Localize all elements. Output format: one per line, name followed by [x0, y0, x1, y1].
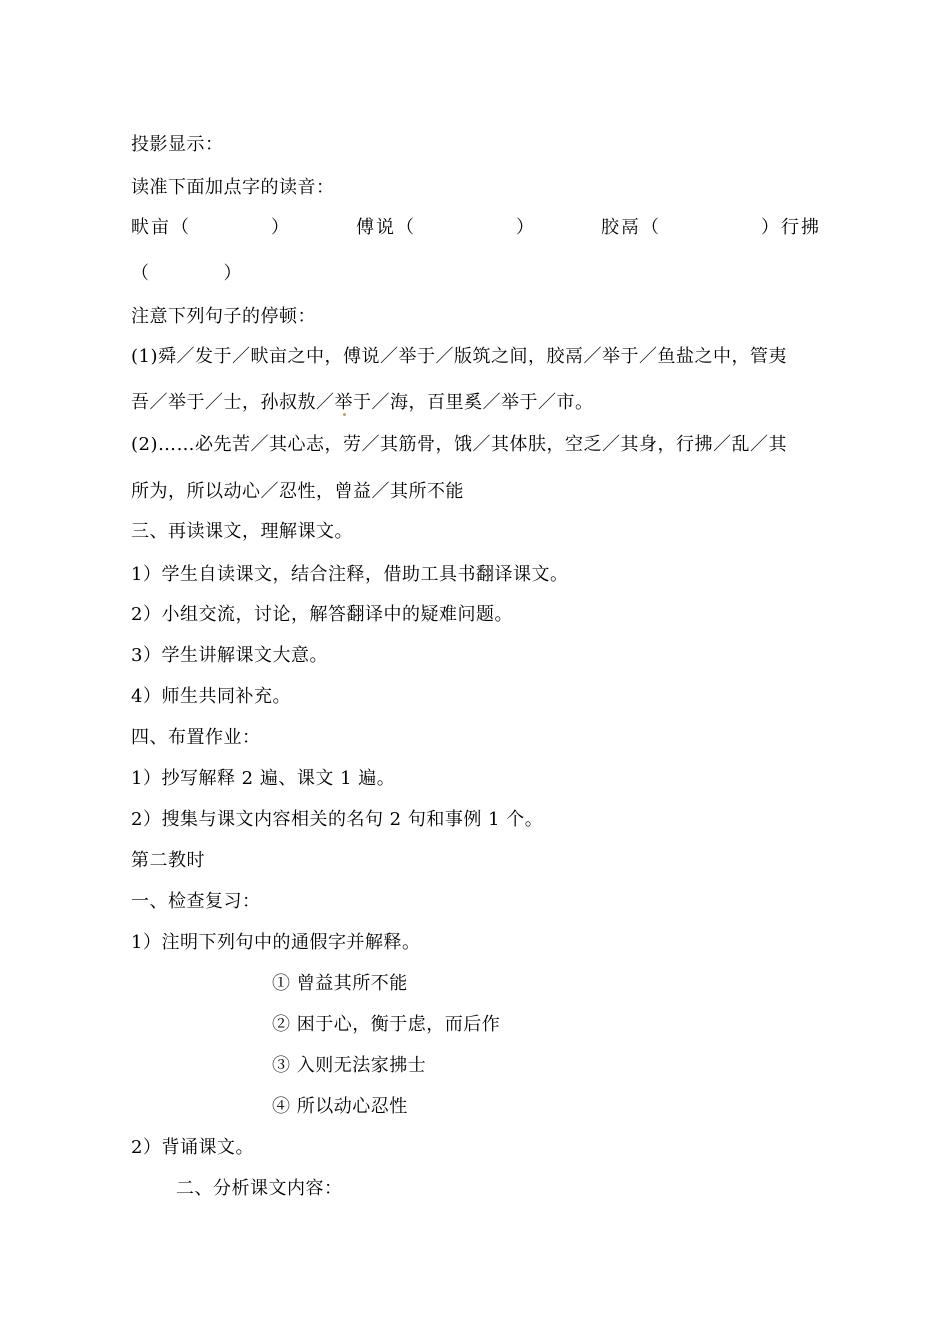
pronunciation-item-2: 傅说（ ）: [356, 217, 536, 238]
section-3-item-3: 3）学生讲解课文大意。: [131, 645, 328, 666]
review-item-2: 2）背诵课文。: [131, 1137, 254, 1158]
dotted-character: 举: [334, 392, 353, 413]
tongjia-item-3: ③ 入则无法家拂士: [272, 1055, 427, 1076]
homework-item-1: 1）抄写解释 2 遍、课文 1 遍。: [131, 768, 396, 789]
tongjia-item-1: ① 曾益其所不能: [272, 973, 408, 994]
review-heading: 一、检查复习：: [131, 891, 261, 912]
section-3-item-4: 4）师生共同补充。: [131, 686, 291, 707]
section-3-heading: 三、再读课文，理解课文。: [131, 521, 353, 542]
tongjia-item-2: ② 困于心，衡于虑，而后作: [272, 1014, 501, 1035]
sentence-1-line-2: [131, 391, 594, 415]
sentence-1-line-2-part-a: 吾／举于／士，孙叔敖／: [131, 392, 335, 413]
analysis-heading: 二、分析课文内容：: [176, 1178, 343, 1199]
pronunciation-item-1: 畎亩（ ）: [131, 217, 291, 238]
pronunciation-row: [131, 216, 821, 240]
tongjia-item-4: ④ 所以动心忍性: [272, 1096, 408, 1117]
review-item-1: 1）注明下列句中的通假字并解释。: [131, 932, 421, 953]
section-4-heading: 四、布置作业：: [131, 727, 261, 748]
second-period-heading: 第二教时: [131, 850, 205, 871]
homework-item-2: 2）搜集与课文内容相关的名句 2 句和事例 1 个。: [131, 809, 544, 830]
pronunciation-item-3: 胶鬲（ ）行拂: [601, 217, 821, 238]
sentence-2-line-1: (2)……必先苦／其心志，劳／其筋骨，饿／其体肤，空乏／其身，行拂／乱／其: [131, 434, 787, 455]
pronunciation-item-4: （ ）: [131, 263, 242, 284]
sentence-2-line-2: 所为，所以动心／忍性，曾益／其所不能: [131, 481, 464, 502]
pause-instruction: 注意下列句子的停顿：: [131, 306, 316, 327]
pronunciation-instruction: 读准下面加点字的读音：: [131, 177, 335, 198]
section-3-item-2: 2）小组交流，讨论，解答翻译中的疑难问题。: [131, 604, 513, 625]
sentence-1-line-1: (1)舜／发于／畎亩之中，傅说／举于／版筑之间，胶鬲／举于／鱼盐之中，管夷: [131, 346, 787, 367]
sentence-1-line-2-part-b: 于／海，百里奚／举于／市。: [353, 392, 594, 413]
section-3-item-1: 1）学生自读课文，结合注释，借助工具书翻译课文。: [131, 564, 569, 585]
projection-heading: 投影显示：: [131, 134, 224, 155]
